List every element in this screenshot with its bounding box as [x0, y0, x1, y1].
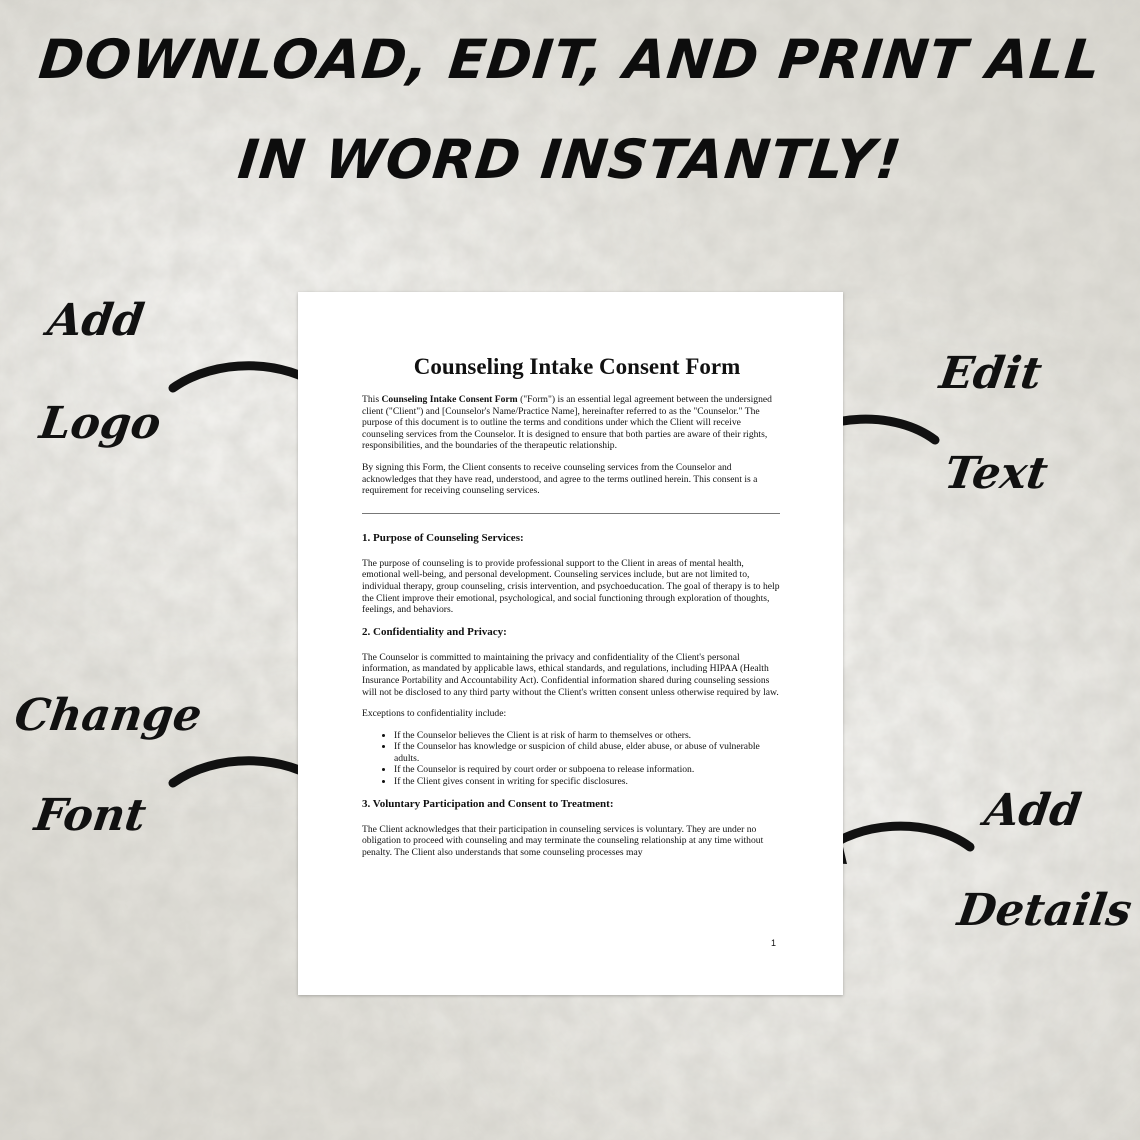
headline-line-2: IN WORD INSTANTLY!	[235, 128, 905, 191]
callout-change-font-line1: Change	[11, 690, 205, 741]
list-item: • If the Counselor is required by court order or subpoena to release information.	[394, 764, 780, 776]
document-content	[362, 354, 780, 868]
section-heading-voluntary: 3. Voluntary Participation and Consent to Treatment:	[362, 797, 614, 810]
divider	[362, 513, 780, 514]
callout-add-logo-line2: Logo	[36, 398, 164, 449]
intro-bold-title: Counseling Intake Consent Form	[381, 394, 518, 405]
callout-add-details-line2: Details	[954, 885, 1135, 936]
document-page	[298, 292, 843, 995]
headline-line-1: DOWNLOAD, EDIT, AND PRINT ALL	[35, 28, 1104, 91]
list-item: • If the Counselor believes the Client is at risk of harm to themselves or others.	[394, 730, 780, 742]
callout-add-details-line1: Add	[981, 785, 1085, 836]
list-item: • If the Counselor has knowledge or suspicion of child abuse, elder abuse, or abuse of vulnerable adults.	[394, 741, 780, 764]
section-body-confidentiality: The Counselor is committed to maintaining the privacy and confidentiality of the Client's personal information, as mandated by applicable laws, ethical standards, and regulations, including HIPAA (Health Insurance Portability and Accountability Act). Confidential information shared during counseling sessions will not be disclosed to any third party without the Client's written consent unless otherwise required by law.	[362, 651, 779, 698]
exceptions-list	[362, 730, 780, 788]
section-body-voluntary: The Client acknowledges that their participation in counseling services is voluntary. They are under no obligation to proceed with counseling and may terminate the counseling relationship at any time without penalty. The Client also understands that some counseling processes may	[362, 823, 764, 858]
section-heading-purpose: 1. Purpose of Counseling Services:	[362, 531, 524, 544]
callout-edit-text-line2: Text	[941, 448, 1051, 499]
page-number: 1	[771, 938, 777, 948]
section-heading-confidentiality: 2. Confidentiality and Privacy:	[362, 625, 507, 638]
document-title: Counseling Intake Consent Form	[413, 354, 741, 379]
exceptions-intro: Exceptions to confidentiality include:	[362, 708, 507, 720]
section-body-purpose: The purpose of counseling is to provide professional support to the Client in areas of mental health, emotional well-being, and personal development. Counseling services include, but are not limited to, individual therapy, group counseling, crisis intervention, and psychoeducation. The goal of therapy is to help the Client improve their emotional, psychological, and social functioning through exploration of thoughts, feelings, and behaviors.	[362, 557, 780, 616]
callout-add-logo-line1: Add	[44, 295, 148, 346]
list-item: • If the Client gives consent in writing for specific disclosures.	[394, 776, 780, 788]
callout-edit-text-line1: Edit	[936, 348, 1045, 399]
intro-prefix: This	[362, 394, 382, 405]
intro-paragraph	[362, 394, 780, 452]
intro-rest: ("Form") is an essential legal agreement between the undersigned client ("Client") and [Counselor's Name/Practice Name], hereinafter referred to as the "Counselor." The purpose of this document is to outline the terms and conditions under which the Client will receive counseling services from the Counselor. It is designed to ensure that both parties are aware of their rights, responsibilities, and the boundaries of the therapeutic relationship.	[362, 394, 772, 452]
callout-change-font-line2: Font	[31, 790, 150, 841]
consent-paragraph: By signing this Form, the Client consents to receive counseling services from the Counselor and acknowledges that they have read, understood, and agree to the terms outlined herein. This consent is a requirement for receiving counseling services.	[362, 461, 758, 497]
